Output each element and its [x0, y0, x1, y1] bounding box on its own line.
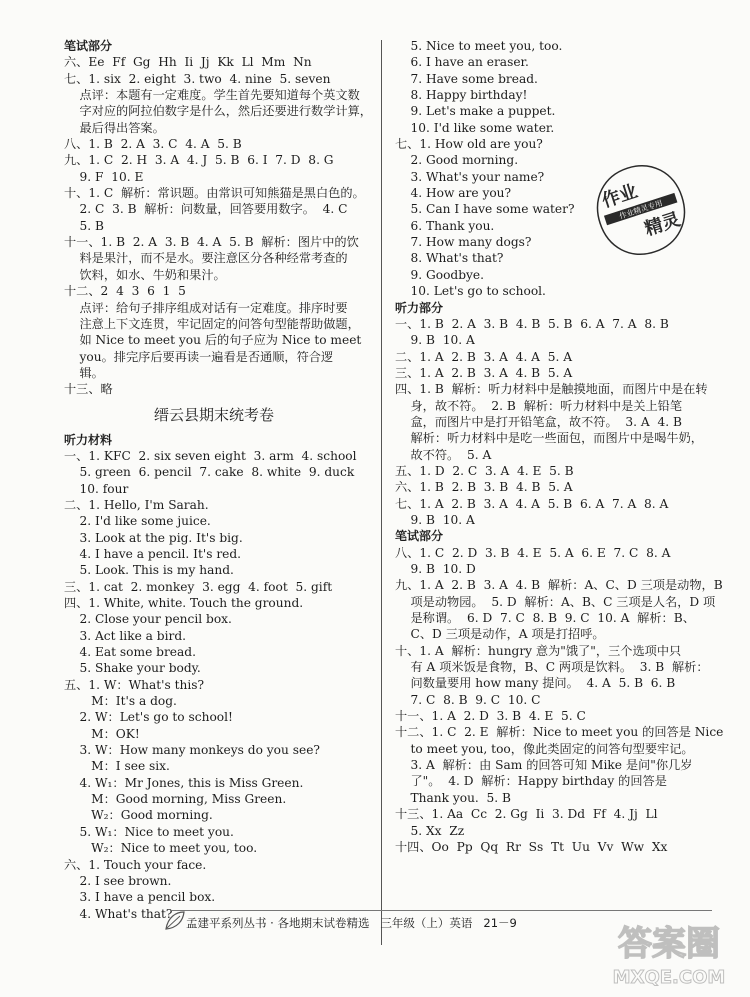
- answer-line: 一、1. B 2. A 3. B 4. B 5. B 6. A 7. A 8. B: [395, 316, 669, 331]
- stamp-text-top: 作业: [599, 180, 641, 212]
- answer-line: 饮料，如水、牛奶和果汁。: [64, 267, 226, 282]
- answer-line: 4. Eat some bread.: [64, 645, 196, 660]
- answer-line: 七、1. How old are you?: [395, 137, 543, 152]
- answer-line: 5. Shake your body.: [64, 661, 201, 676]
- watermark-logo: [594, 913, 744, 991]
- answer-line: 十、1. C 解析：常识题。由常识可知熊猫是黑白色的。: [64, 186, 365, 201]
- answer-line: 10. I'd like some water.: [395, 120, 555, 135]
- answer-line: 问数量要用 how many 提问。 4. A 5. B 6. B: [395, 676, 676, 691]
- answer-line: 五、1. W：What's this?: [64, 677, 205, 692]
- answer-line: 九、1. A 2. B 3. A 4. B 解析：A、C、D 三项是动物，B: [395, 578, 723, 593]
- answer-line: 7. Have some bread.: [395, 71, 538, 86]
- answer-line: 解析：听力材料中是吃一些面包，而图片中是喝牛奶，: [395, 431, 703, 446]
- answer-line: 8. Happy birthday!: [395, 88, 528, 103]
- answer-line: 项是动物园。 5. D 解析：A、B、C 三项是人名，D 项: [395, 594, 716, 609]
- answer-line: 十一、1. A 2. D 3. B 4. E 5. C: [395, 709, 586, 724]
- answer-line: 9. Goodbye.: [395, 267, 484, 282]
- answer-line: 一、1. KFC 2. six seven eight 3. arm 4. school: [64, 448, 357, 463]
- answer-line: 5. Nice to meet you, too.: [395, 39, 563, 53]
- answer-line: 故不符。 5. A: [395, 447, 492, 462]
- answer-line: 十三、1. Aa Cc 2. Gg Ii 3. Dd Ff 4. Jj Ll: [395, 807, 658, 822]
- section-heading: 笔试部分: [64, 39, 113, 53]
- column-divider: [381, 40, 382, 945]
- answer-line: 9. B 10. D: [395, 562, 476, 576]
- answer-line: 5. green 6. pencil 7. cake 8. white 9. duck: [64, 465, 355, 480]
- left-column: [64, 38, 372, 922]
- answer-line: 5. Xx Zz: [395, 823, 465, 838]
- answer-line: 四、1. White, white. Touch the ground.: [64, 596, 304, 610]
- answer-line: 点评：给句子排序组成对话有一定难度。排序时要: [64, 300, 348, 315]
- answer-line: 9. F 10. E: [64, 169, 144, 184]
- answer-line: 3. Look at the pig. It's big.: [64, 530, 243, 545]
- answer-line: W₂：Good morning.: [64, 808, 213, 823]
- answer-line: 三、1. cat 2. monkey 3. egg 4. foot 5. gift: [64, 579, 333, 594]
- answer-line: 2. C 3. B 解析：问数量，回答要用数字。 4. C: [64, 202, 348, 217]
- answer-line: 二、1. Hello, I'm Sarah.: [64, 497, 209, 512]
- answer-line: 4. What's that?: [64, 906, 173, 921]
- answer-line: 五、1. D 2. C 3. A 4. E 5. B: [395, 463, 574, 478]
- answer-line: 10. four: [64, 481, 129, 496]
- leaf-icon: [164, 909, 186, 933]
- answer-line: 身，故不符。 2. B 解析：听力材料中是关上铅笔: [395, 398, 683, 413]
- answer-line: 3. W：How many monkeys do you see?: [64, 743, 320, 758]
- answer-line: 3. What's your name?: [395, 169, 545, 184]
- answer-line: 字对应的阿拉伯数字是什么，然后还要进行数学计算，: [64, 104, 372, 119]
- section-heading: 听力部分: [395, 300, 444, 315]
- answer-line: C、D 三项是动作，A 项是打招呼。: [395, 627, 605, 642]
- answer-line: M：I see six.: [64, 759, 170, 774]
- answer-line: M：Good morning, Miss Green.: [64, 792, 287, 807]
- answer-line: 如 Nice to meet you 后的句子应为 Nice to meet: [64, 333, 362, 348]
- answer-line: 6. Thank you.: [395, 218, 495, 233]
- answer-line: 7. C 8. B 9. C 10. C: [395, 692, 541, 707]
- answer-line: 4. I have a pencil. It's red.: [64, 546, 242, 561]
- answer-line: M：It's a dog.: [64, 694, 177, 709]
- answer-line: 了"。 4. D 解析：Happy birthday 的回答是: [395, 774, 667, 789]
- answer-line: to meet you, too，像此类固定的问答句型要牢记。: [395, 741, 694, 756]
- answer-line: 十二、2 4 3 6 1 5: [64, 284, 186, 299]
- answer-line: 5. B: [64, 218, 104, 233]
- answer-line: 点评：本题有一定难度。学生首先要知道每个英文数: [64, 88, 360, 103]
- watermark-text-bottom: MXQE.COM: [612, 967, 726, 988]
- answer-line: 5. W₁：Nice to meet you.: [64, 824, 234, 839]
- answer-line: 2. I see brown.: [64, 873, 172, 888]
- answer-line: 九、1. C 2. H 3. A 4. J 5. B 6. I 7. D 8. G: [64, 153, 334, 168]
- answer-line: Thank you. 5. B: [395, 790, 512, 805]
- answer-line: 六、Ee Ff Gg Hh Ii Jj Kk Ll Mm Nn: [64, 55, 312, 70]
- footer-text: 孟建平系列丛书 · 各地期末试卷精选 三年级（上）英语 21－9: [186, 916, 517, 930]
- answer-line: 2. Good morning.: [395, 153, 519, 168]
- answer-line: 9. B 10. A: [395, 512, 475, 527]
- answer-line: 十四、Oo Pp Qq Rr Ss Tt Uu Vv Ww Xx: [395, 839, 668, 854]
- answer-line: 有 A 项米饭是食物，B、C 两项是饮料。 3. B 解析：: [395, 660, 709, 675]
- answer-line: 2. I'd like some juice.: [64, 514, 211, 529]
- answer-line: 7. How many dogs?: [395, 235, 532, 250]
- answer-line: W₂：Nice to meet you, too.: [64, 841, 258, 856]
- answer-line: 二、1. A 2. B 3. A 4. A 5. A: [395, 349, 573, 364]
- answer-line: 七、1. six 2. eight 3. two 4. nine 5. seven: [64, 71, 331, 86]
- answer-line: 十三、略: [64, 382, 113, 397]
- answer-line: 十二、1. C 2. E 解析：Nice to meet you 的回答是 Nice: [395, 725, 724, 740]
- section-heading: 听力材料: [64, 432, 113, 447]
- answer-line: 5. Can I have some water?: [395, 202, 575, 217]
- stamp-seal-icon: [592, 160, 690, 260]
- answer-line: 3. Act like a bird.: [64, 628, 187, 643]
- answer-line: 2. W：Let's go to school!: [64, 710, 233, 725]
- answer-line: 是称谓。 6. D 7. C 8. B 9. C 10. A 解析：B、: [395, 611, 695, 626]
- answer-line: 十一、1. B 2. A 3. B 4. A 5. B 解析：图片中的饮: [64, 235, 359, 250]
- answer-line: 十、1. A 解析：hungry 意为"饿了"，三个选项中只: [395, 643, 682, 658]
- answer-line: 10. Let's go to school.: [395, 284, 546, 299]
- answer-line: 注意上下文连贯，牢记固定的问答句型能帮助做题，: [64, 316, 360, 331]
- answer-line: 六、1. Touch your face.: [64, 857, 207, 872]
- answer-line: 六、1. B 2. B 3. B 4. B 5. A: [395, 480, 573, 495]
- answer-line: 三、1. A 2. B 3. A 4. B 5. A: [395, 365, 573, 380]
- answer-line: 4. W₁：Mr Jones, this is Miss Green.: [64, 775, 304, 790]
- watermark-text-top: 答案圈: [618, 924, 720, 964]
- answer-line: 2. Close your pencil box.: [64, 612, 232, 627]
- section-heading: 笔试部分: [395, 529, 444, 544]
- exam-title: 缙云县期末统考卷: [153, 405, 274, 424]
- stamp-text-bottom: 精灵: [642, 209, 683, 241]
- answer-line: 9. Let's make a puppet.: [395, 104, 556, 119]
- answer-line: 3. A 解析：由 Sam 的回答可知 Mike 是问"你几岁: [395, 758, 693, 773]
- answer-line: 八、1. B 2. A 3. C 4. A 5. B: [64, 137, 242, 152]
- answer-line: 四、1. B 解析：听力材料中是触摸地面，而图片中是在转: [395, 382, 708, 397]
- answer-line: you。排完序后要再读一遍看是否通顺，符合逻: [64, 349, 334, 364]
- answer-line: 8. What's that?: [395, 251, 504, 266]
- answer-line: 盒，而图片中是打开铅笔盒，故不符。 3. A 4. B: [395, 414, 682, 429]
- answer-line: 八、1. C 2. D 3. B 4. E 5. A 6. E 7. C 8. A: [395, 545, 671, 560]
- answer-line: 9. B 10. A: [395, 333, 475, 348]
- answer-line: 3. I have a pencil box.: [64, 890, 216, 905]
- answer-line: M：OK!: [64, 726, 140, 741]
- answer-line: 最后得出答案。: [64, 120, 165, 135]
- answer-line: 料是果汁，而不是水。要注意区分各种经常考查的: [64, 251, 348, 266]
- answer-line: 辑。: [64, 365, 104, 380]
- answer-line: 6. I have an eraser.: [395, 55, 529, 70]
- answer-line: 七、1. A 2. B 3. A 4. A 5. B 6. A 7. A 8. A: [395, 496, 669, 511]
- answer-line: 5. Look. This is my hand.: [64, 563, 234, 578]
- answer-line: 4. How are you?: [395, 186, 512, 201]
- stamp-band-text: 作业精灵专用: [618, 198, 664, 221]
